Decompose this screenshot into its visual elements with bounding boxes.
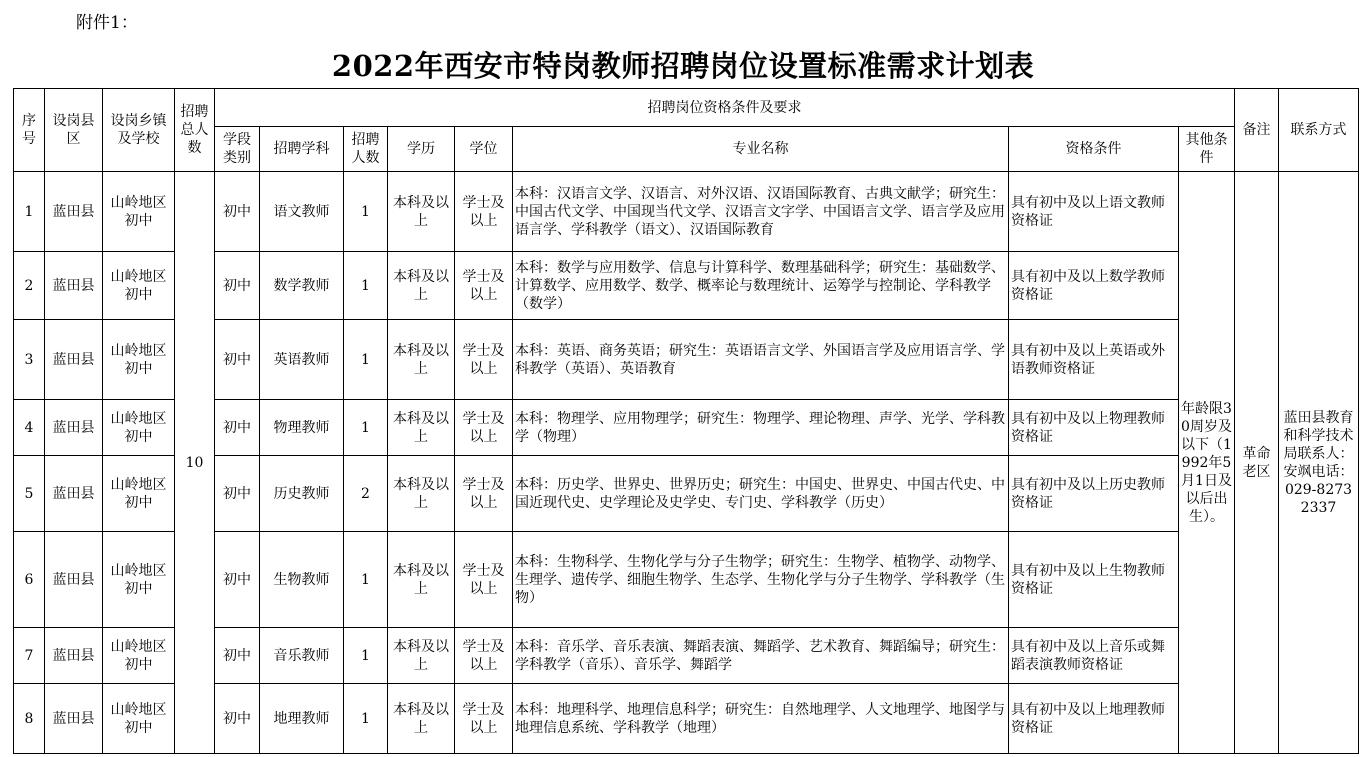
cell-school: 山岭地区初中 bbox=[103, 456, 175, 532]
cell-level: 初中 bbox=[215, 532, 260, 628]
cell-seq: 4 bbox=[14, 400, 45, 456]
cell-subject: 历史教师 bbox=[260, 456, 344, 532]
cell-contact: 蓝田县教育和科学技术局联系人：安飒电话：029-82732337 bbox=[1279, 172, 1359, 754]
cell-subject: 语文教师 bbox=[260, 172, 344, 252]
attachment-label: 附件1： bbox=[76, 13, 138, 33]
header-contact: 联系方式 bbox=[1279, 89, 1359, 172]
cell-education: 本科及以上 bbox=[388, 628, 455, 684]
cell-degree: 学士及以上 bbox=[455, 400, 513, 456]
cell-level: 初中 bbox=[215, 400, 260, 456]
cell-level: 初中 bbox=[215, 320, 260, 400]
header-total: 招聘总人数 bbox=[175, 89, 215, 172]
table-row bbox=[14, 456, 1359, 532]
cell-major: 本科：物理学、应用物理学；研究生：物理学、理论物理、声学、光学、学科教学（物理） bbox=[513, 400, 1009, 456]
cell-count: 2 bbox=[344, 456, 388, 532]
header-subject: 招聘学科 bbox=[260, 127, 344, 172]
cell-degree: 学士及以上 bbox=[455, 628, 513, 684]
header-school: 设岗乡镇及学校 bbox=[103, 89, 175, 172]
header-group: 招聘岗位资格条件及要求 bbox=[215, 89, 1235, 127]
cell-degree: 学士及以上 bbox=[455, 684, 513, 754]
cell-count: 1 bbox=[344, 532, 388, 628]
cell-major: 本科：英语、商务英语；研究生：英语语言文学、外国语言学及应用语言学、学科教学（英语）、英语教育 bbox=[513, 320, 1009, 400]
cell-other: 年龄限30周岁及以下（1992年5月1日及以后出生）。 bbox=[1179, 172, 1235, 754]
cell-level: 初中 bbox=[215, 172, 260, 252]
cell-major: 本科：历史学、世界史、世界历史；研究生：中国史、世界史、中国古代史、中国近现代史、史学理论及史学史、专门史、学科教学（历史） bbox=[513, 456, 1009, 532]
header-count: 招聘人数 bbox=[344, 127, 388, 172]
cell-school: 山岭地区初中 bbox=[103, 400, 175, 456]
cell-major: 本科：地理科学、地理信息科学；研究生：自然地理学、人文地理学、地图学与地理信息系统、学科教学（地理） bbox=[513, 684, 1009, 754]
cell-major: 本科：数学与应用数学、信息与计算科学、数理基础科学；研究生：基础数学、计算数学、应用数学、数学、概率论与数理统计、运筹学与控制论、学科教学（数学） bbox=[513, 252, 1009, 320]
header-seq: 序号 bbox=[14, 89, 45, 172]
cell-seq: 3 bbox=[14, 320, 45, 400]
cell-school: 山岭地区初中 bbox=[103, 628, 175, 684]
cell-qualification: 具有初中及以上数学教师资格证 bbox=[1009, 252, 1179, 320]
cell-level: 初中 bbox=[215, 456, 260, 532]
cell-remark: 革命老区 bbox=[1235, 172, 1279, 754]
cell-seq: 7 bbox=[14, 628, 45, 684]
cell-school: 山岭地区初中 bbox=[103, 172, 175, 252]
cell-county: 蓝田县 bbox=[45, 532, 103, 628]
cell-degree: 学士及以上 bbox=[455, 252, 513, 320]
cell-school: 山岭地区初中 bbox=[103, 684, 175, 754]
table-row bbox=[14, 628, 1359, 684]
cell-school: 山岭地区初中 bbox=[103, 320, 175, 400]
cell-count: 1 bbox=[344, 172, 388, 252]
table-row bbox=[14, 172, 1359, 252]
cell-total: 10 bbox=[175, 172, 215, 754]
header-other: 其他条件 bbox=[1179, 127, 1235, 172]
cell-subject: 物理教师 bbox=[260, 400, 344, 456]
table-row bbox=[14, 320, 1359, 400]
cell-degree: 学士及以上 bbox=[455, 172, 513, 252]
cell-school: 山岭地区初中 bbox=[103, 532, 175, 628]
header-education: 学历 bbox=[388, 127, 455, 172]
recruitment-table bbox=[13, 88, 1359, 754]
cell-qualification: 具有初中及以上音乐或舞蹈表演教师资格证 bbox=[1009, 628, 1179, 684]
cell-level: 初中 bbox=[215, 628, 260, 684]
cell-seq: 5 bbox=[14, 456, 45, 532]
cell-qualification: 具有初中及以上英语或外语教师资格证 bbox=[1009, 320, 1179, 400]
cell-count: 1 bbox=[344, 400, 388, 456]
cell-subject: 音乐教师 bbox=[260, 628, 344, 684]
cell-county: 蓝田县 bbox=[45, 400, 103, 456]
cell-degree: 学士及以上 bbox=[455, 532, 513, 628]
cell-seq: 8 bbox=[14, 684, 45, 754]
cell-subject: 地理教师 bbox=[260, 684, 344, 754]
cell-count: 1 bbox=[344, 628, 388, 684]
cell-school: 山岭地区初中 bbox=[103, 252, 175, 320]
cell-education: 本科及以上 bbox=[388, 400, 455, 456]
cell-education: 本科及以上 bbox=[388, 684, 455, 754]
cell-count: 1 bbox=[344, 320, 388, 400]
cell-major: 本科：音乐学、音乐表演、舞蹈表演、舞蹈学、艺术教育、舞蹈编导；研究生：学科教学（音乐）、音乐学、舞蹈学 bbox=[513, 628, 1009, 684]
table-row bbox=[14, 684, 1359, 754]
cell-county: 蓝田县 bbox=[45, 320, 103, 400]
cell-count: 1 bbox=[344, 252, 388, 320]
cell-county: 蓝田县 bbox=[45, 628, 103, 684]
cell-education: 本科及以上 bbox=[388, 456, 455, 532]
cell-qualification: 具有初中及以上生物教师资格证 bbox=[1009, 532, 1179, 628]
cell-qualification: 具有初中及以上语文教师资格证 bbox=[1009, 172, 1179, 252]
cell-degree: 学士及以上 bbox=[455, 320, 513, 400]
cell-education: 本科及以上 bbox=[388, 252, 455, 320]
header-level: 学段类别 bbox=[215, 127, 260, 172]
table-row bbox=[14, 400, 1359, 456]
cell-degree: 学士及以上 bbox=[455, 456, 513, 532]
cell-subject: 英语教师 bbox=[260, 320, 344, 400]
table-row bbox=[14, 532, 1359, 628]
header-remark: 备注 bbox=[1235, 89, 1279, 172]
cell-education: 本科及以上 bbox=[388, 172, 455, 252]
cell-qualification: 具有初中及以上历史教师资格证 bbox=[1009, 456, 1179, 532]
cell-seq: 1 bbox=[14, 172, 45, 252]
document-title: 2022年西安市特岗教师招聘岗位设置标准需求计划表 bbox=[331, 49, 1035, 83]
cell-county: 蓝田县 bbox=[45, 456, 103, 532]
cell-county: 蓝田县 bbox=[45, 172, 103, 252]
cell-seq: 2 bbox=[14, 252, 45, 320]
cell-count: 1 bbox=[344, 684, 388, 754]
cell-education: 本科及以上 bbox=[388, 320, 455, 400]
header-degree: 学位 bbox=[455, 127, 513, 172]
header-county: 设岗县区 bbox=[45, 89, 103, 172]
header-qualification: 资格条件 bbox=[1009, 127, 1179, 172]
cell-education: 本科及以上 bbox=[388, 532, 455, 628]
cell-level: 初中 bbox=[215, 252, 260, 320]
cell-qualification: 具有初中及以上物理教师资格证 bbox=[1009, 400, 1179, 456]
cell-subject: 生物教师 bbox=[260, 532, 344, 628]
cell-level: 初中 bbox=[215, 684, 260, 754]
cell-major: 本科：汉语言文学、汉语言、对外汉语、汉语国际教育、古典文献学；研究生：中国古代文学、中国现当代文学、汉语言文字学、中国语言文学、语言学及应用语言学、学科教学（语文）、汉语国际教育 bbox=[513, 172, 1009, 252]
cell-county: 蓝田县 bbox=[45, 252, 103, 320]
cell-seq: 6 bbox=[14, 532, 45, 628]
cell-subject: 数学教师 bbox=[260, 252, 344, 320]
cell-major: 本科：生物科学、生物化学与分子生物学；研究生：生物学、植物学、动物学、生理学、遗传学、细胞生物学、生态学、生物化学与分子生物学、学科教学（生物） bbox=[513, 532, 1009, 628]
table-row bbox=[14, 252, 1359, 320]
cell-county: 蓝田县 bbox=[45, 684, 103, 754]
cell-qualification: 具有初中及以上地理教师资格证 bbox=[1009, 684, 1179, 754]
header-major: 专业名称 bbox=[513, 127, 1009, 172]
